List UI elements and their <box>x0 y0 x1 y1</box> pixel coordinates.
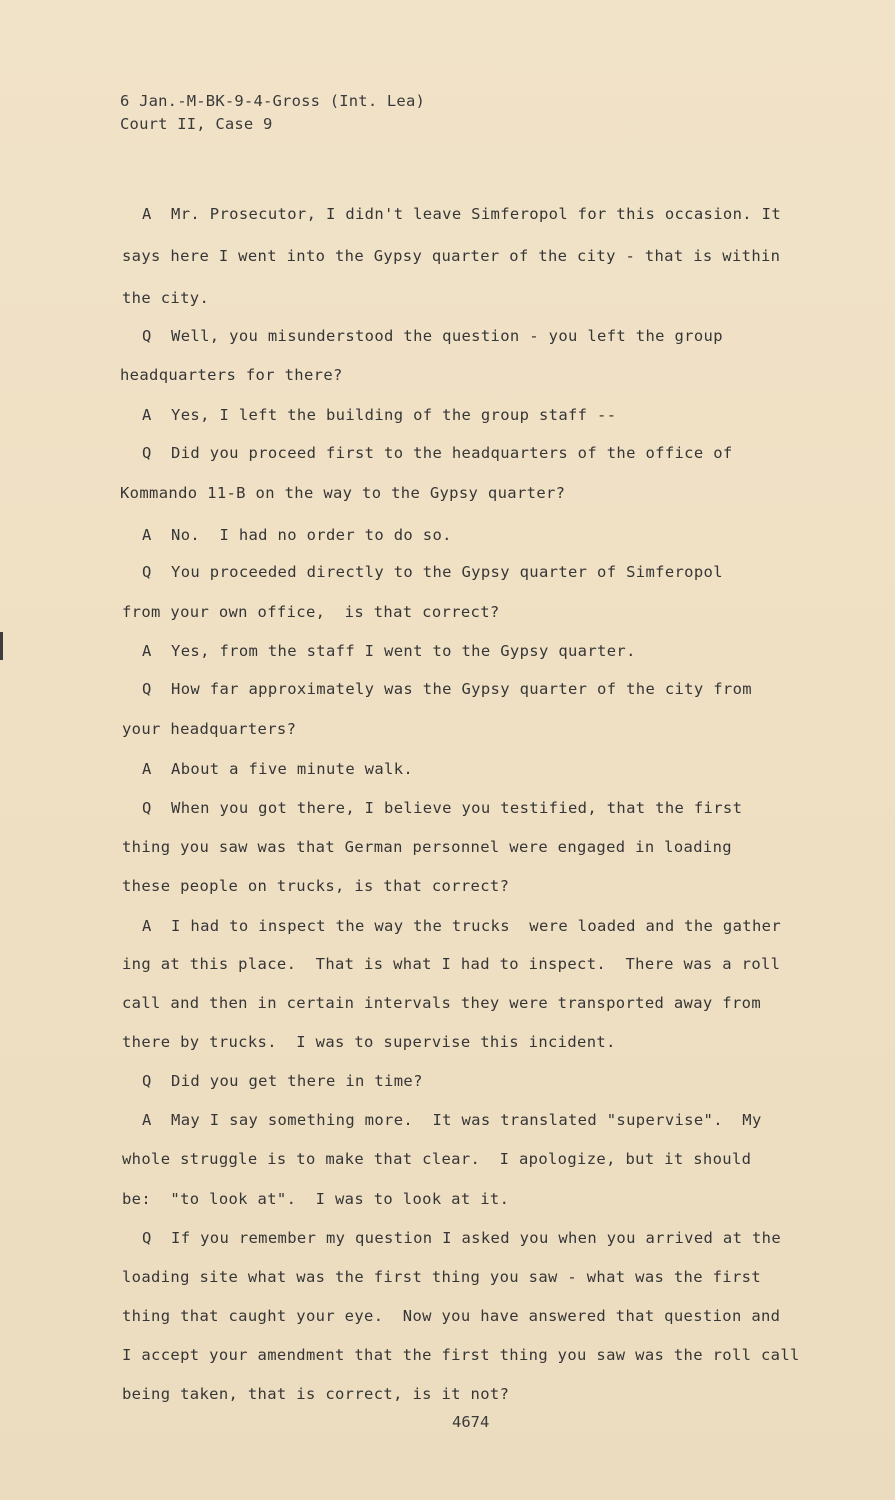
text-line: A Yes, from the staff I went to the Gypsy quarter. <box>142 642 636 660</box>
text-line: A Yes, I left the building of the group staff -- <box>142 406 617 424</box>
text-line: there by trucks. I was to supervise this incident. <box>122 1033 616 1051</box>
text-line: A No. I had no order to do so. <box>142 526 452 544</box>
text-line: A May I say something more. It was translated "supervise". My <box>142 1111 762 1129</box>
text-line: A I had to inspect the way the trucks were loaded and the gather <box>142 917 781 935</box>
left-edge-mark <box>0 632 3 660</box>
text-line: Q How far approximately was the Gypsy quarter of the city from <box>142 680 752 698</box>
text-line: Kommando 11-B on the way to the Gypsy quarter? <box>120 484 566 502</box>
text-line: Q When you got there, I believe you testified, that the first <box>142 799 743 817</box>
text-line: being taken, that is correct, is it not? <box>122 1385 510 1403</box>
text-line: Q Did you get there in time? <box>142 1072 423 1090</box>
text-line: A About a five minute walk. <box>142 760 414 778</box>
text-line: loading site what was the first thing you saw - what was the first <box>122 1268 761 1286</box>
text-line: Q Did you proceed first to the headquarters of the office of <box>142 444 733 462</box>
text-line: thing you saw was that German personnel were engaged in loading <box>122 838 732 856</box>
text-line: I accept your amendment that the first thing you saw was the roll call <box>122 1346 800 1364</box>
text-line: A Mr. Prosecutor, I didn't leave Simferopol for this occasion. It <box>142 205 781 223</box>
text-line: Q If you remember my question I asked you when you arrived at the <box>142 1229 781 1247</box>
text-line: these people on trucks, is that correct? <box>122 877 510 895</box>
text-line: whole struggle is to make that clear. I apologize, but it should <box>122 1150 752 1168</box>
text-line: call and then in certain intervals they were transported away from <box>122 994 761 1012</box>
text-line: your headquarters? <box>122 720 297 738</box>
text-line: headquarters for there? <box>120 366 343 384</box>
header-line-1: 6 Jan.-M-BK-9-4-Gross (Int. Lea) <box>120 92 426 110</box>
header-line-2: Court II, Case 9 <box>120 115 273 133</box>
text-line: thing that caught your eye. Now you have answered that question and <box>122 1307 781 1325</box>
document-header <box>120 90 425 136</box>
page-number: 4674 <box>452 1413 490 1431</box>
text-line: says here I went into the Gypsy quarter of the city - that is within <box>122 247 781 265</box>
text-line: Q You proceeded directly to the Gypsy quarter of Simferopol <box>142 563 723 581</box>
text-line: Q Well, you misunderstood the question - you left the group <box>142 327 723 345</box>
text-line: the city. <box>122 289 210 307</box>
text-line: from your own office, is that correct? <box>122 603 500 621</box>
text-line: be: "to look at". I was to look at it. <box>122 1190 510 1208</box>
text-line: ing at this place. That is what I had to inspect. There was a roll <box>122 955 781 973</box>
